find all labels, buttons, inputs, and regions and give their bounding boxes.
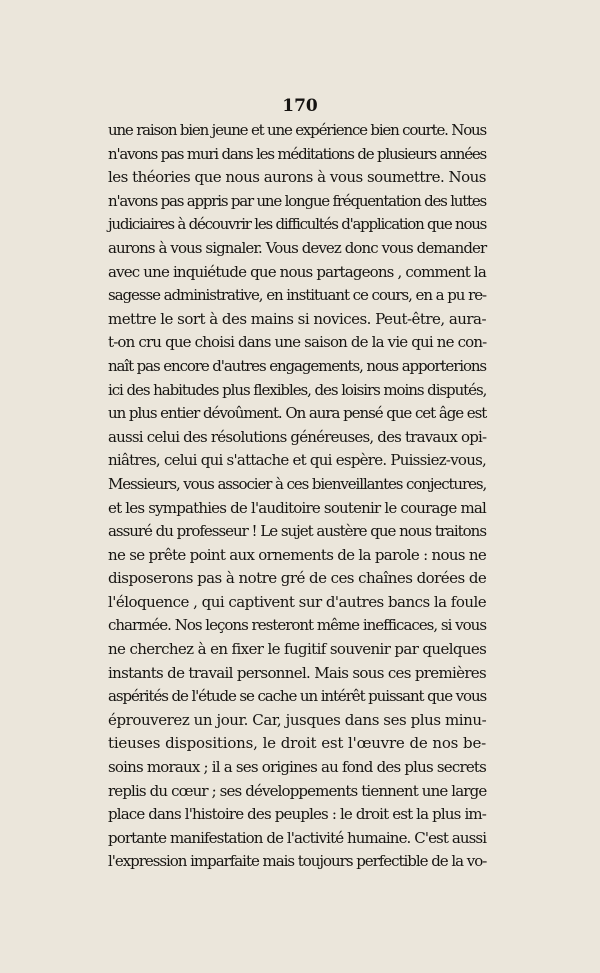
text-line: sagesse administrative, en instituant ce cours, en a pu re- [108,286,487,305]
text-line: ne se prête point aux ornements de la parole : nous ne [108,545,487,564]
text-line: t-on cru que choisi dans une saison de la vie qui ne con- [108,333,487,352]
text-line: assuré du professeur ! Le sujet austère que nous traitons [108,522,486,541]
text-line: les théories que nous aurons à vous soumettre. Nous [108,168,486,187]
text-line: n'avons pas muri dans les méditations de plusieurs années [108,144,486,163]
text-line: une raison bien jeune et une expérience bien courte. Nous [108,121,486,139]
text-line: place dans l'histoire des peuples : le droit est la plus im- [108,805,486,824]
text-line: replis du cœur ; ses développements tiennent une large [108,781,487,800]
text-line: aurons à vous signaler. Vous devez donc vous demander [108,238,487,257]
text-line: l'expression imparfaite mais toujours perfectible de la vo- [108,852,487,871]
text-line: Messieurs, vous associer à ces bienveillantes conjectures, [108,474,487,493]
text-line: n'avons pas appris par une longue fréquentation des luttes [108,191,486,210]
page-number: 170 [282,96,318,116]
text-line: portante manifestation de l'activité humaine. C'est aussi [108,828,487,847]
text-line: et les sympathies de l'auditoire soutenir le courage mal [108,498,486,517]
text-line: aspérités de l'étude se cache un intérêt puissant que vous [108,687,487,706]
text-line: ici des habitudes plus flexibles, des loisirs moins disputés, [108,380,487,399]
text-line: instants de travail personnel. Mais sous ces premières [108,663,487,682]
text-line: l'éloquence , qui captivent sur d'autres bancs la foule [108,592,487,611]
text-line: avec une inquiétude que nous partageons , comment la [108,262,486,281]
text-line: tieuses dispositions, le droit est l'œuvre de nos be- [108,734,486,753]
text-line: mettre le sort à des mains si novices. Peut-être, aura- [108,309,486,328]
text-line: soins moraux ; il a ses origines au fond des plus secrets [108,758,487,777]
text-line: judiciaires à découvrir les difficultés d'application que nous [108,215,487,234]
text-line: ne cherchez à en fixer le fugitif souvenir par quelques [108,640,487,659]
text-line: éprouverez un jour. Car, jusques dans ses plus minu- [108,710,487,729]
text-line: un plus entier dévoûment. On aura pensé que cet âge est [108,404,487,423]
body-text [108,119,486,874]
text-line: aussi celui des résolutions généreuses, des travaux opi- [108,427,487,446]
text-line: disposerons pas à notre gré de ces chaînes dorées de [108,569,487,588]
text-line: charmée. Nos leçons resteront même inefficaces, si vous [108,616,487,635]
text-line: niâtres, celui qui s'attache et qui espère. Puissiez-vous, [108,451,487,470]
text-line: naît pas encore d'autres engagements, nous apporterions [108,356,486,375]
